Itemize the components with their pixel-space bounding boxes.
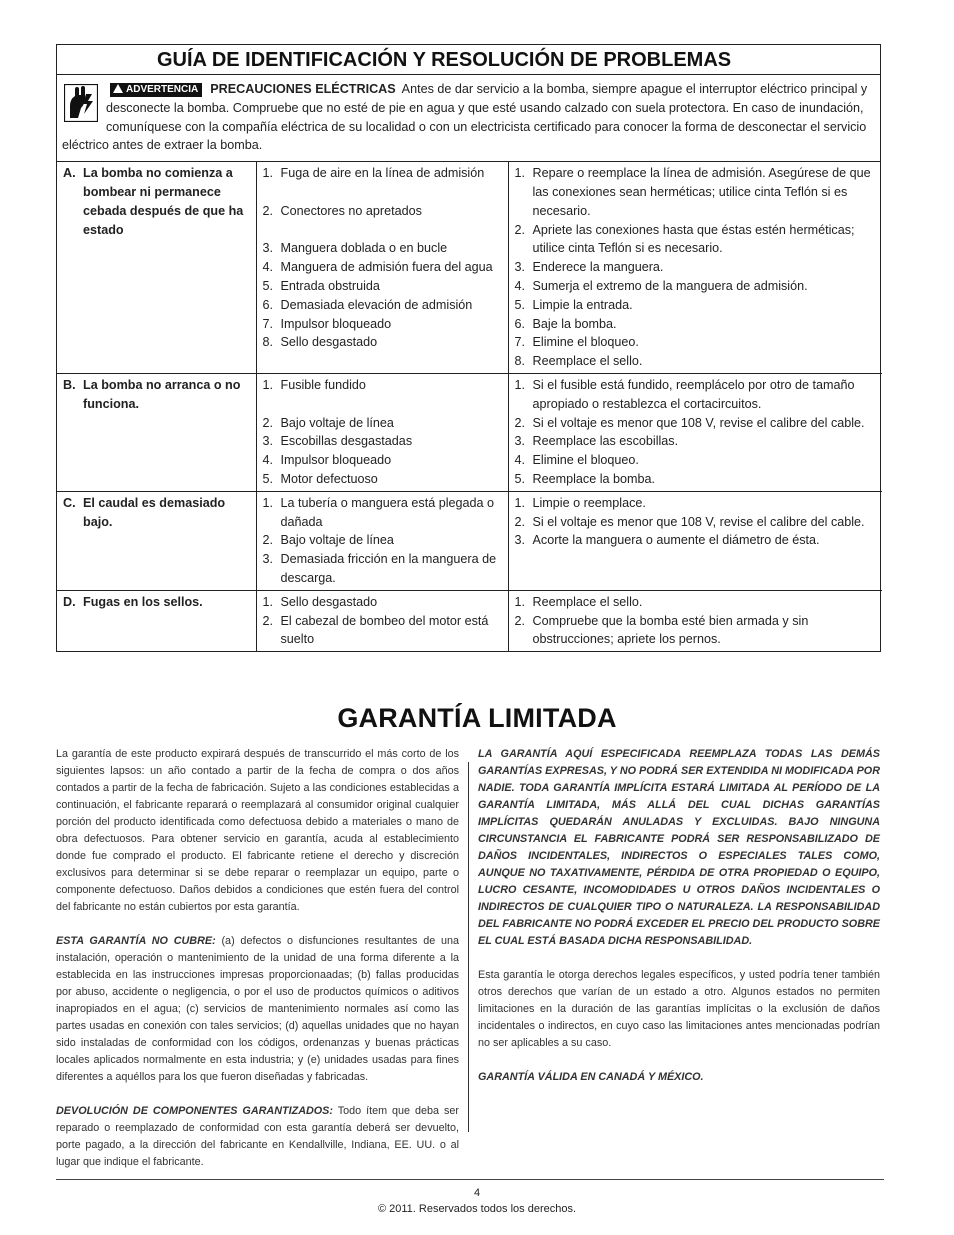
remedies-cell <box>508 590 882 651</box>
remedies-cell <box>508 373 882 491</box>
cause-item: 2. Bajo voltaje de línea <box>262 415 394 430</box>
troubleshooting-table <box>57 162 882 651</box>
cause-item: 1. Fusible fundido <box>262 377 366 392</box>
cause-item: 6. Demasiada elevación de admisión <box>262 297 473 312</box>
copyright: © 2011. Reservados todos los derechos. <box>377 1203 577 1215</box>
problem-text: La bomba no comienza a bombear ni permanece cebada después de que ha estado <box>83 166 244 237</box>
remedy-item: 8. Reemplace el sello. <box>514 354 643 369</box>
problem-cell <box>57 162 256 373</box>
warning-text: Antes de dar servicio a la bomba, siempre apague el interruptor eléctrico principal y desconecte la bomba. Compruebe que no esté de pie en agua y que esté usando calzado con suela protectora. En caso de inundación, comuníquese con la compañía eléctrica de su localidad o con un electricista certificado para conocer la forma de desconectar el servicio eléctrico antes de extraer la bomba. <box>62 82 868 153</box>
remedy-item: 4. Sumerja el extremo de la manguera de admisión. <box>514 278 808 293</box>
remedy-item: 5. Reemplace la bomba. <box>514 471 656 486</box>
cause-item: 2. Conectores no apretados <box>262 203 422 218</box>
remedy-item: 7. Elimine el bloqueo. <box>514 335 639 350</box>
problem-text: La bomba no arranca o no funciona. <box>83 377 241 411</box>
warranty-exclusions: ESTA GARANTÍA NO CUBRE: (a) defectos o disfunciones resultantes de una instalación, operación o mantenimiento de la unidad de una forma diferente a la establecida en las instrucciones impresas proporcionaadas; (b) fallas producidas por abuso, accidente o negligencia, o por el uso de productos químicos o aditivos inapropiados en el agua; (c) servicios de mantenimiento normales así como las partes usadas en conexión con tales servicios; (d) aquellas unidades que no hayan sido instaladas de conformidad con los códigos, ordenanzas y buenas prácticas locales aplicados normalmente en esta industria; y (e) unidades usadas para fines diferentes a aquéllos para los que fueron diseñadas y fabricadas. <box>56 935 459 1083</box>
warranty-disclaimer: LA GARANTÍA AQUÍ ESPECIFICADA REEMPLAZA TODAS LAS DEMÁS GARANTÍAS EXPRESAS, Y NO PODRÁ SER EXTENDIDA NI MODIFICADA POR NADIE. TODA GARANTÍA IMPLÍCITA ESTARÁ LIMITADA AL PERÍODO DE LA GARANTÍA LIMITADA, MÁS ALLÁ DEL CUAL DICHAS GARANTÍAS IMPLÍCITAS QUEDARÁN ANULADAS Y EXCLUIDAS. BAJO NINGUNA CIRCUNSTANCIA EL FABRICANTE PODRÁ SER RESPONSABILIZADO DE DAÑOS INCIDENTALES, INDIRECTOS O ESPECIALES TALES COMO, AUNQUE NO TAXATIVAMENTE, PÉRDIDA DE OTRA PROPIEDAD O EQUIPO, LUCRO CESANTE, INCOMODIDADES U OTROS DAÑOS INCIDENTALES O INDIRECTOS DE CUALQUIER TIPO O NATURALEZA. LA RESPONSABILIDAD DEL FABRICANTE NO PODRÁ EXCEDER EL PRECIO DEL PRODUCTO SOBRE EL CUAL ESTÁ BASADA DICHA RESPONSABILIDAD. <box>478 748 880 947</box>
cause-item: 4. Impulsor bloqueado <box>262 453 392 468</box>
remedy-item: 2. Si el voltaje es menor que 108 V, revise el calibre del cable. <box>514 415 865 430</box>
troubleshooting-guide <box>56 44 881 652</box>
cause-item: 2. El cabezal de bombeo del motor está suelto <box>262 613 489 647</box>
guide-title: GUÍA DE IDENTIFICACIÓN Y RESOLUCIÓN DE PROBLEMAS <box>57 45 880 75</box>
spacer <box>263 183 502 202</box>
cause-item: 2. Bajo voltaje de línea <box>262 533 394 548</box>
problem-text: El caudal es demasiado bajo. <box>83 495 226 529</box>
causes-cell <box>256 590 508 651</box>
remedy-item: 2. Apriete las conexiones hasta que éstas estén herméticas; utilice cinta Teflón si es necesario. <box>514 222 855 256</box>
causes-cell <box>256 373 508 491</box>
remedy-item: 3. Reemplace las escobillas. <box>514 434 679 449</box>
column-divider <box>468 762 469 1132</box>
causes-cell <box>256 162 508 373</box>
problem-cell <box>57 373 256 491</box>
cause-item: 1. La tubería o manguera está plegada o dañada <box>262 495 495 529</box>
spacer <box>263 395 502 414</box>
cause-item: 1. Sello desgastado <box>262 594 378 609</box>
warning-heading: PRECAUCIONES ELÉCTRICAS <box>210 82 396 96</box>
spacer <box>263 221 502 240</box>
troubleshooting-row <box>57 590 882 651</box>
troubleshooting-row <box>57 162 882 373</box>
remedy-item: 1. Repare o reemplace la línea de admisión. Asegúrese de que las conexiones sean herméticas; utilice cinta Teflón si es necesario. <box>514 166 871 218</box>
warranty-legal-rights: Esta garantía le otorga derechos legales específicos, y usted podría tener también otros derechos que varían de un estado a otro. Algunos estados no permiten limitaciones en la duración de las garantías implícitas o la exclusión de daños incidentales o indirectos, en cuyo caso las limitaciones antes mencionadas podrían no ser aplicables a su caso. <box>478 969 880 1049</box>
problem-letter: B. <box>63 377 76 392</box>
cause-item: 3. Manguera doblada o en bucle <box>262 241 448 256</box>
advertencia-badge: ADVERTENCIA <box>110 83 202 97</box>
warranty-paragraph: La garantía de este producto expirará después de transcurrido el más corto de los siguientes lapsos: un año contado a partir de la fecha de compra o dos años contados a partir de la fecha de fabricación. Sujeto a las condiciones establecidas a continuación, el fabricante reparará o reemplazará al consumidor original cualquier porción del producto identificada como defectuosa debido a materiales o mano de obra defectuosos. Para obtener servicio en garantía, acuda al establecimiento donde fue comprado el producto. El fabricante retiene el derecho y discreción exclusivos para determinar si se debe reparar o reemplazar un equipo, parte o componente defectuoso. Daños debidos a condiciones que estén fuera del control del fabricante no están cubiertos por esta garantía. <box>56 748 459 913</box>
cause-item: 5. Entrada obstruida <box>262 278 380 293</box>
cause-item: 8. Sello desgastado <box>262 335 378 350</box>
cause-item: 3. Demasiada fricción en la manguera de descarga. <box>262 552 497 585</box>
electrical-warning <box>57 75 880 162</box>
cause-item: 4. Manguera de admisión fuera del agua <box>262 260 493 275</box>
problem-letter: C. <box>63 495 76 510</box>
remedy-item: 2. Compruebe que la bomba esté bien armada y sin obstrucciones; apriete los pernos. <box>514 613 809 647</box>
remedies-cell <box>508 162 882 373</box>
cause-item: 1. Fuga de aire en la línea de admisión <box>262 166 485 181</box>
cause-item: 7. Impulsor bloqueado <box>262 316 392 331</box>
warranty-validity: GARANTÍA VÁLIDA EN CANADÁ Y MÉXICO. <box>478 1071 704 1083</box>
cause-item: 5. Motor defectuoso <box>262 471 378 486</box>
troubleshooting-row <box>57 491 882 590</box>
remedies-cell <box>508 491 882 590</box>
problem-cell <box>57 590 256 651</box>
warranty-title: GARANTÍA LIMITADA <box>337 703 617 733</box>
remedy-item: 4. Elimine el bloqueo. <box>514 453 639 468</box>
remedy-item: 6. Baje la bomba. <box>514 316 617 331</box>
cause-item: 3. Escobillas desgastadas <box>262 434 413 449</box>
remedy-item: 3. Enderece la manguera. <box>514 260 664 275</box>
remedy-item: 5. Limpie la entrada. <box>514 297 633 312</box>
problem-text: Fugas en los sellos. <box>83 594 203 609</box>
remedy-item: 2. Si el voltaje es menor que 108 V, revise el calibre del cable. <box>514 514 865 529</box>
footer-rule <box>56 1179 884 1180</box>
problem-cell <box>57 491 256 590</box>
remedy-item: 3. Acorte la manguera o aumente el diámetro de ésta. <box>514 533 820 548</box>
troubleshooting-row <box>57 373 882 491</box>
page-number: 4 <box>473 1187 481 1199</box>
remedy-item: 1. Limpie o reemplace. <box>514 495 646 510</box>
problem-letter: A. <box>63 166 76 181</box>
causes-cell <box>256 491 508 590</box>
remedy-item: 1. Reemplace el sello. <box>514 594 643 609</box>
remedy-item: 1. Si el fusible está fundido, reemplácelo por otro de tamaño apropiado o restablezca el cortacircuitos. <box>514 377 855 411</box>
electric-shock-icon <box>64 84 98 122</box>
warranty-left-column <box>56 746 459 1188</box>
problem-letter: D. <box>63 594 76 609</box>
warning-triangle-icon <box>113 84 123 93</box>
warranty-right-column <box>478 746 880 1103</box>
warranty-returns: DEVOLUCIÓN DE COMPONENTES GARANTIZADOS: Todo ítem que deba ser reparado o reemplazado de conformidad con esta garantía deberá ser devuelto, porte pagado, a la dirección del fabricante en Kendallville, Indiana, EE. UU. o al lugar que indique el fabricante. <box>56 1105 459 1168</box>
